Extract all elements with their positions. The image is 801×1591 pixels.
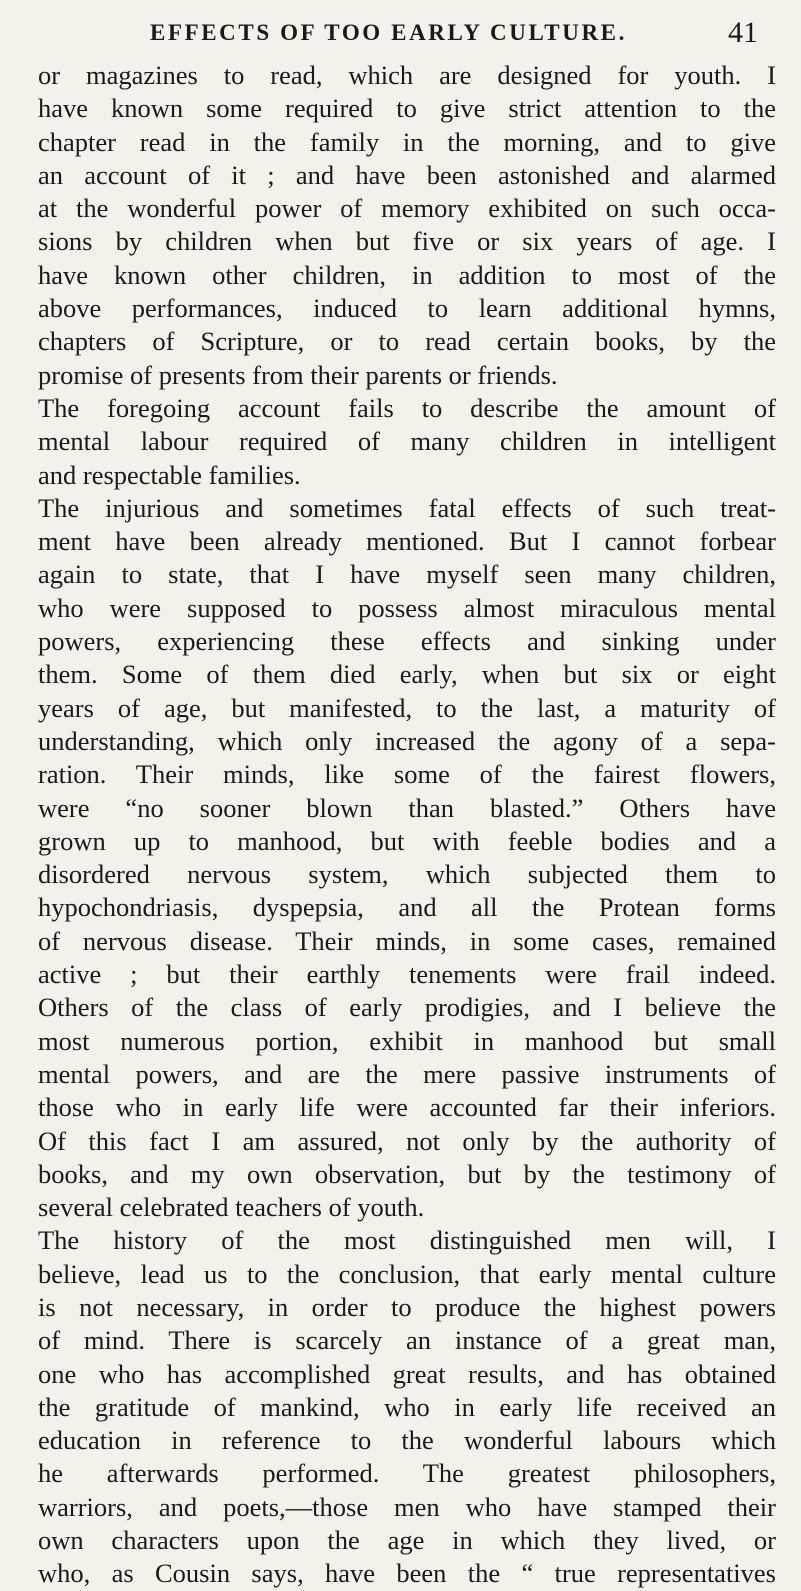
text-line: one who has accomplished great results, and has obtained <box>38 1358 776 1389</box>
text-line: promise of presents from their parents or friends. <box>38 359 558 390</box>
text-line: them. Some of them died early, when but six or eight <box>38 659 776 690</box>
text-line: mental labour required of many children in intelligent <box>38 426 776 457</box>
text-line: books, and my own observation, but by the testimony of <box>38 1158 776 1189</box>
text-line: he afterwards performed. The greatest philosophers, <box>38 1458 776 1489</box>
text-line: were “no sooner blown than blasted.” Others have <box>38 792 776 823</box>
text-line: education in reference to the wonderful labours which <box>38 1425 776 1456</box>
text-line: the gratitude of mankind, who in early life received an <box>38 1391 776 1422</box>
running-title: EFFECTS OF TOO EARLY CULTURE. <box>150 20 627 45</box>
text-line: disordered nervous system, which subjected them to <box>38 859 776 890</box>
text-line: mental powers, and are the mere passive instruments of <box>38 1058 776 1089</box>
text-line: those who in early life were accounted far their inferiors. <box>38 1092 776 1123</box>
body-text <box>38 59 776 1591</box>
text-line: years of age, but manifested, to the last, a maturity of <box>38 692 776 723</box>
text-line: at the wonderful power of memory exhibited on such occa- <box>38 193 776 224</box>
text-line: ment have been already mentioned. But I cannot forbear <box>38 526 776 557</box>
text-line: powers, experiencing these effects and sinking under <box>38 626 776 657</box>
text-line: chapters of Scripture, or to read certain books, by the <box>38 326 776 357</box>
text-line: have known other children, in addition to most of the <box>38 259 776 290</box>
text-line: hypochondriasis, dyspepsia, and all the Protean forms <box>38 892 776 923</box>
text-line: or magazines to read, which are designed for youth. I <box>38 60 776 90</box>
text-line: of mind. There is scarcely an instance of a great man, <box>38 1325 776 1356</box>
text-line: warriors, and poets,—those men who have stamped their <box>38 1491 776 1522</box>
text-line: grown up to manhood, but with feeble bodies and a <box>38 825 776 856</box>
text-line: active ; but their earthly tenements were frail indeed. <box>38 959 776 990</box>
text-line: sions by children when but five or six years of age. I <box>38 226 776 257</box>
text-line: Others of the class of early prodigies, and I believe the <box>38 992 776 1023</box>
text-line: of nervous disease. Their minds, in some cases, remained <box>38 925 776 956</box>
text-line: who were supposed to possess almost miraculous mental <box>38 592 776 623</box>
text-line: Of this fact I am assured, not only by the authority of <box>38 1125 776 1156</box>
text-line: and respectable families. <box>38 459 301 490</box>
text-line: chapter read in the family in the morning, and to give <box>38 126 776 157</box>
text-line: an account of it ; and have been astonished and alarmed <box>38 159 776 190</box>
text-line: have known some required to give strict attention to the <box>38 93 776 124</box>
text-line: believe, lead us to the conclusion, that early mental culture <box>38 1258 776 1289</box>
text-line: who, as Cousin says, have been the “ true representatives <box>38 1558 776 1589</box>
text-line: most numerous portion, exhibit in manhood but small <box>38 1025 776 1056</box>
text-line: The history of the most distinguished men will, I <box>38 1225 776 1256</box>
text-line: again to state, that I have myself seen many children, <box>38 559 776 590</box>
page-number: 41 <box>728 16 758 49</box>
text-line: is not necessary, in order to produce the highest powers <box>38 1291 776 1322</box>
text-line: ration. Their minds, like some of the fairest flowers, <box>38 759 776 790</box>
text-line: above performances, induced to learn additional hymns, <box>38 293 776 324</box>
text-line: The foregoing account fails to describe the amount of <box>38 392 776 423</box>
text-line: several celebrated teachers of youth. <box>38 1192 425 1223</box>
text-line: The injurious and sometimes fatal effects of such treat- <box>38 492 776 523</box>
text-line: own characters upon the age in which they lived, or <box>38 1525 776 1556</box>
text-line: understanding, which only increased the agony of a sepa- <box>38 725 776 756</box>
running-head <box>0 10 801 50</box>
